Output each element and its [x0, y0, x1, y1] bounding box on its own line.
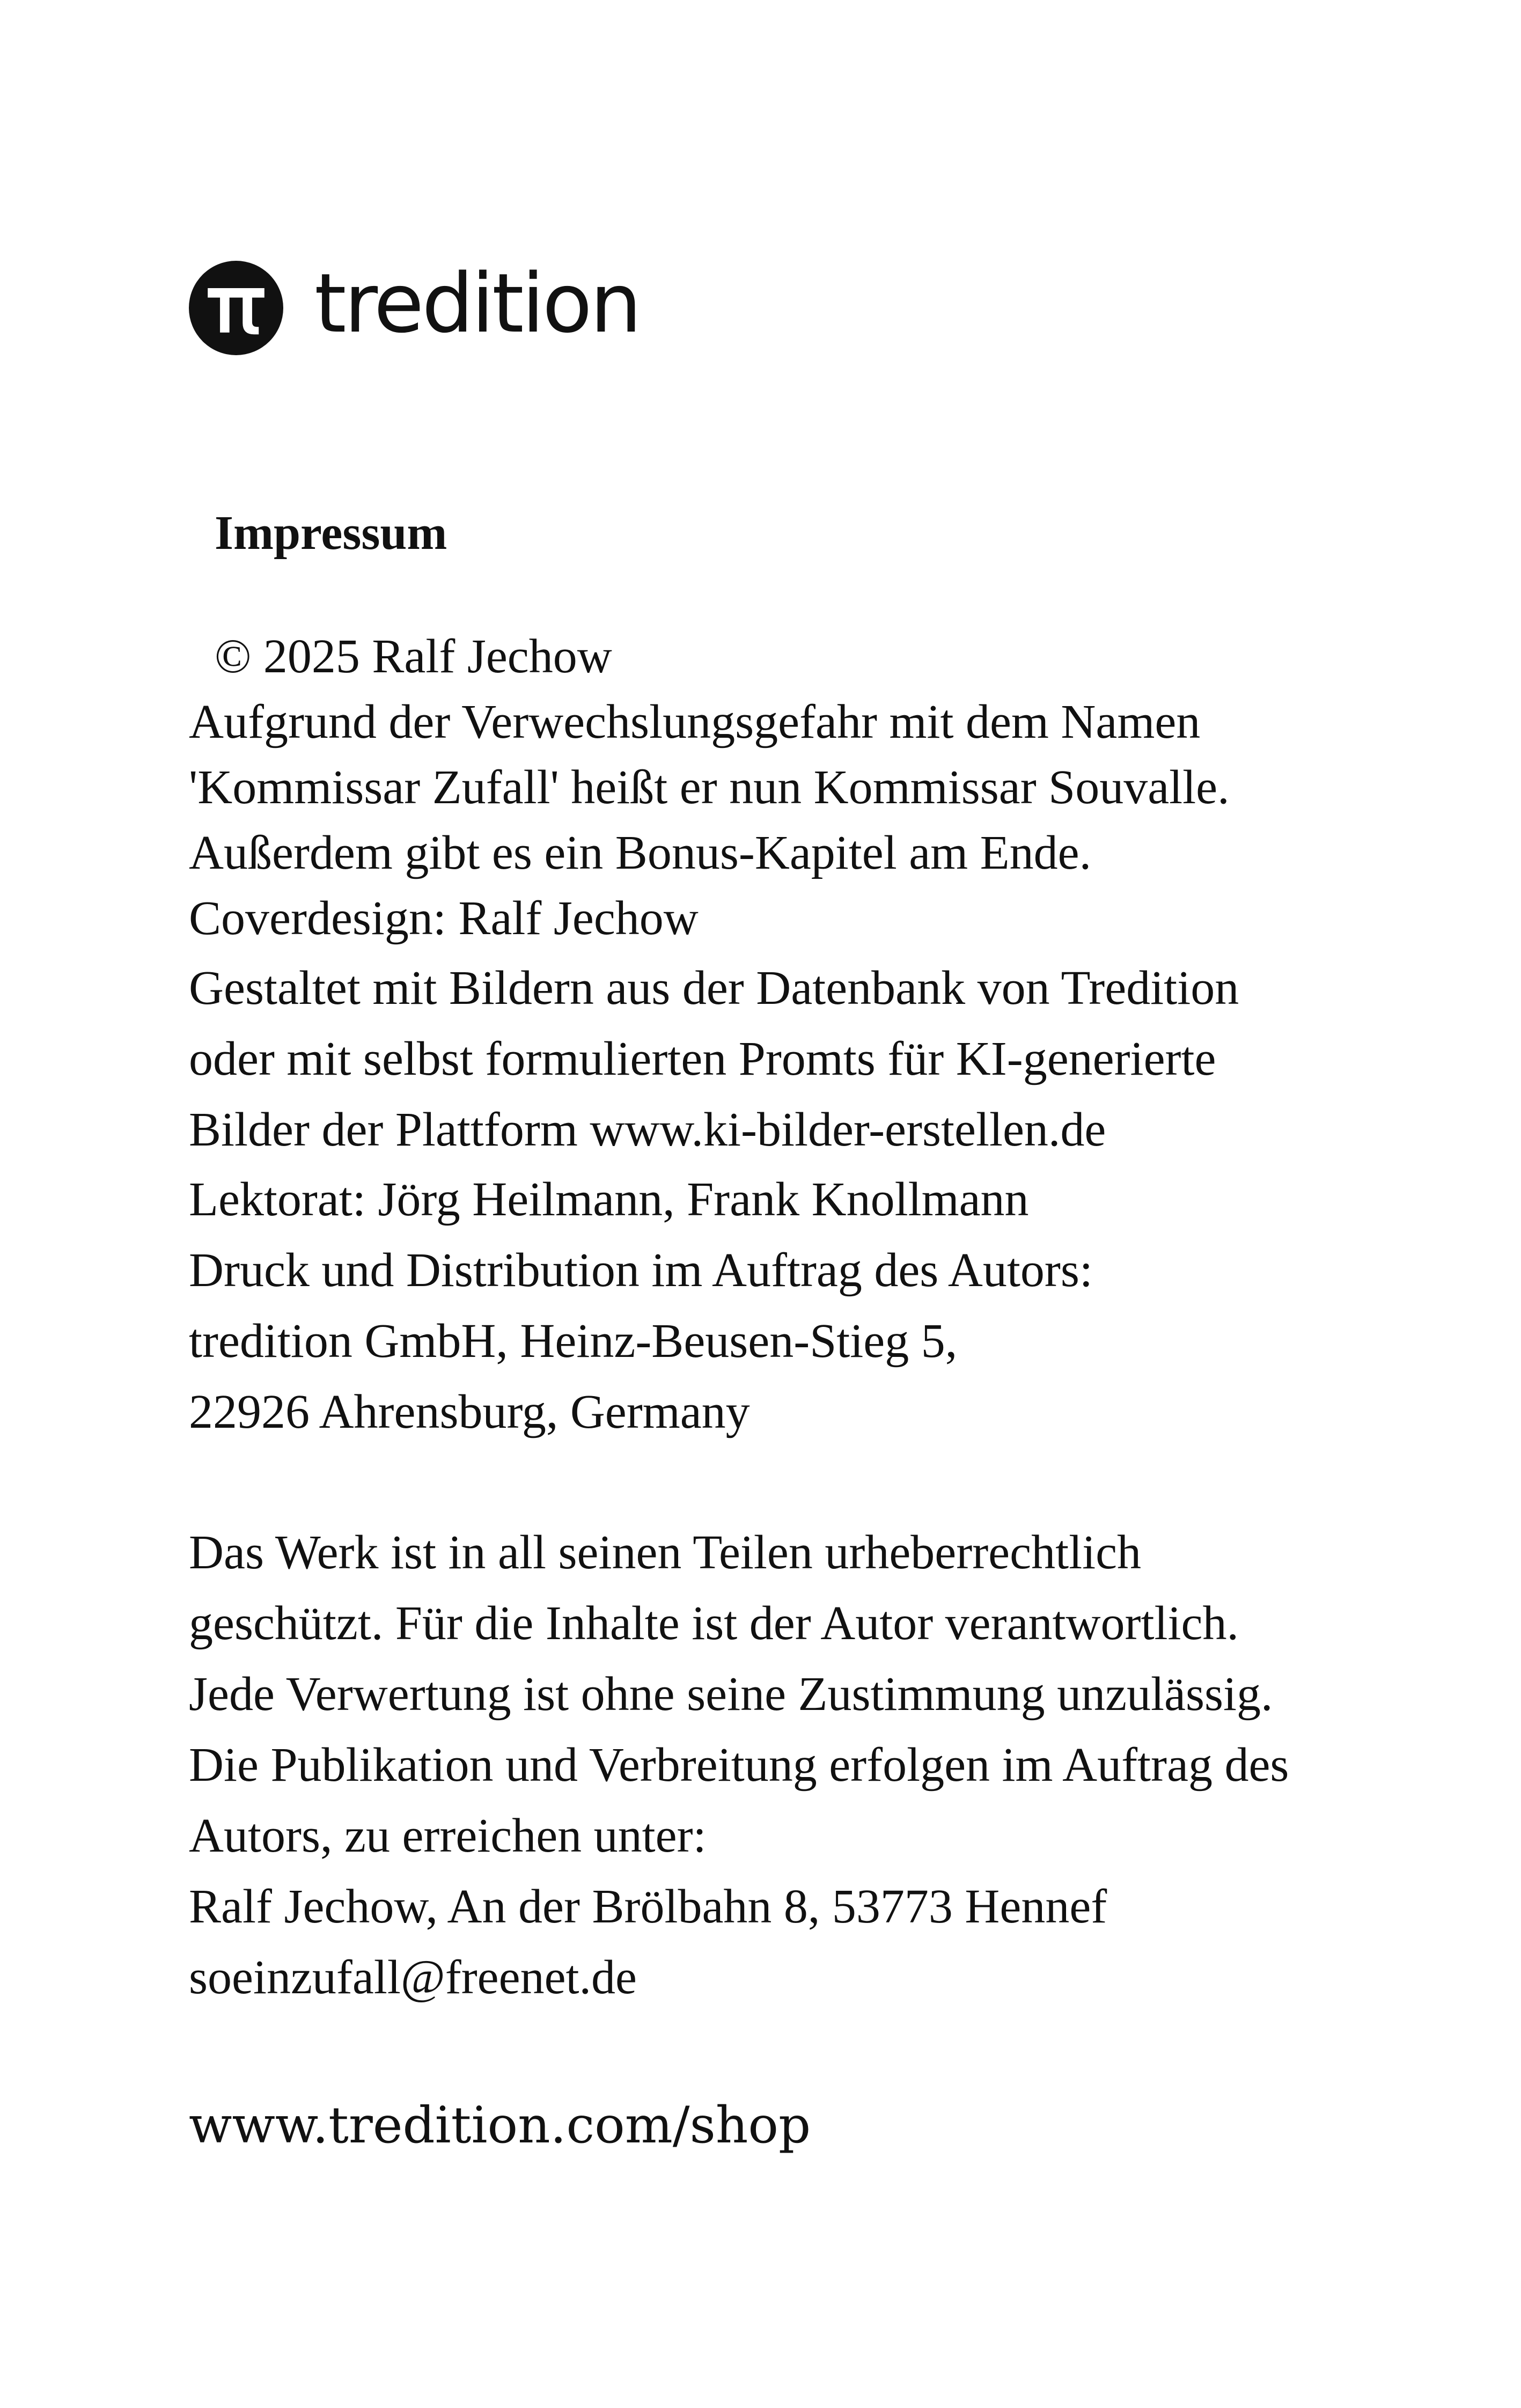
tredition-logo-icon	[189, 261, 283, 355]
rights-line: Das Werk ist in all seinen Teilen urheberrechtlich	[189, 1526, 1142, 1579]
distribution-line: tredition GmbH, Heinz-Beusen-Stieg 5,	[189, 1315, 958, 1368]
rights-line: Autors, zu erreichen unter:	[189, 1809, 707, 1862]
rights-line: geschützt. Für die Inhalte ist der Autor verantwortlich.	[189, 1597, 1239, 1650]
copyright-line: © 2025 Ralf Jechow	[215, 630, 612, 683]
imprint-heading: Impressum	[215, 506, 447, 560]
note-line: Aufgrund der Verwechslungsgefahr mit dem Namen	[189, 695, 1201, 748]
image-credit-line: oder mit selbst formulierten Promts für KI-generierte	[189, 1032, 1216, 1085]
rights-line: Jede Verwertung ist ohne seine Zustimmung unzulässig.	[189, 1668, 1273, 1721]
note-line: 'Kommissar Zufall' heißt er nun Kommissar Souvalle.	[189, 761, 1230, 814]
distribution-line: Druck und Distribution im Auftrag des Autors:	[189, 1244, 1093, 1297]
publisher-logo	[189, 256, 640, 355]
shop-url: www.tredition.com/shop	[189, 2096, 811, 2155]
cover-design-line: Coverdesign: Ralf Jechow	[189, 892, 699, 945]
image-credit-line: Bilder der Plattform www.ki-bilder-erstellen.de	[189, 1103, 1106, 1156]
publisher-wordmark: tredition	[314, 256, 640, 351]
author-email: soeinzufall@freenet.de	[189, 1951, 637, 2004]
editing-line: Lektorat: Jörg Heilmann, Frank Knollmann	[189, 1173, 1029, 1226]
distribution-line: 22926 Ahrensburg, Germany	[189, 1385, 750, 1438]
author-address: Ralf Jechow, An der Brölbahn 8, 53773 Hennef	[189, 1880, 1107, 1933]
rights-line: Die Publikation und Verbreitung erfolgen im Auftrag des	[189, 1738, 1289, 1792]
image-credit-line: Gestaltet mit Bildern aus der Datenbank von Tredition	[189, 961, 1239, 1015]
note-line: Außerdem gibt es ein Bonus-Kapitel am Ende.	[189, 826, 1092, 879]
